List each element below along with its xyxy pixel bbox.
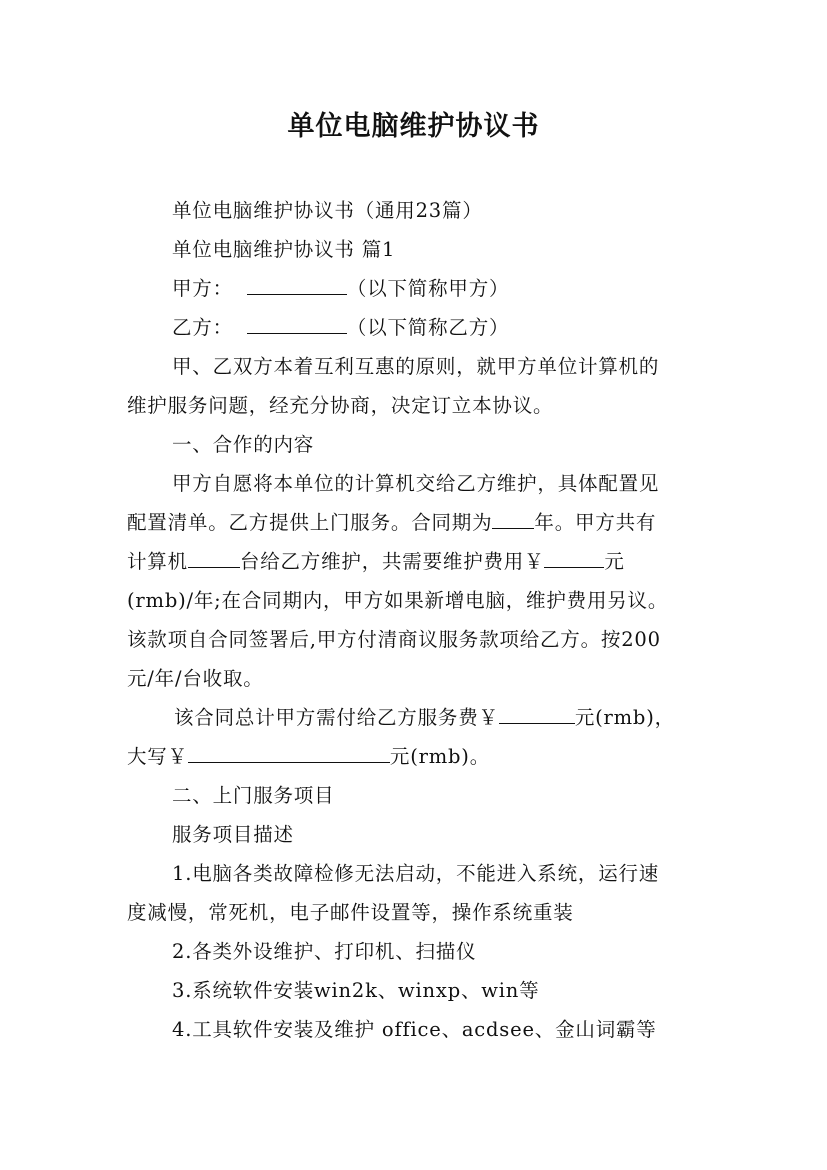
- party-a-blank: [247, 277, 347, 295]
- term-years-blank: [492, 511, 534, 529]
- party-a-suffix: （以下简称甲方）: [346, 277, 510, 300]
- party-b-suffix: （以下简称乙方）: [346, 316, 510, 339]
- document-title: 单位电脑维护协议书: [287, 111, 540, 142]
- text-fragment: 元(rmb)。: [389, 745, 491, 768]
- service-item-line: 1.电脑各类故障检修无法启动，不能进入系统，运行速: [172, 862, 660, 885]
- body-paragraph-line: 甲方自愿将本单位的计算机交给乙方维护，具体配置见: [172, 472, 660, 495]
- party-a-label: 甲方：: [172, 277, 233, 300]
- party-a-line: [172, 276, 509, 302]
- service-item-line: 4.工具软件安装及维护 office、acdsee、金山词霸等: [172, 1018, 657, 1041]
- service-item-line: 3.系统软件安装win2k、winxp、win等: [172, 979, 540, 1002]
- total-fee-blank: [499, 706, 575, 724]
- party-b-label: 乙方：: [172, 316, 233, 339]
- computer-count-blank: [188, 550, 240, 568]
- body-paragraph-line: 甲、乙双方本着互利互惠的原则，就甲方单位计算机的: [172, 355, 660, 378]
- total-fee-line: [174, 705, 675, 731]
- computer-count-line: [127, 549, 625, 575]
- text-fragment: 大写￥: [127, 745, 188, 768]
- text-fragment: 台给乙方维护，共需要维护费用￥: [239, 550, 545, 573]
- service-item-line: 2.各类外设维护、打印机、扫描仪: [172, 940, 477, 963]
- text-fragment: 该合同总计甲方需付给乙方服务费￥: [174, 706, 499, 729]
- fee-amount-blank: [544, 550, 604, 568]
- body-paragraph-line: 该款项自合同签署后,甲方付清商议服务款项给乙方。按200: [127, 628, 661, 651]
- contract-term-line: [127, 510, 656, 536]
- party-b-blank: [247, 316, 347, 334]
- service-description-heading: 服务项目描述: [172, 823, 294, 846]
- amount-in-words-line: [127, 744, 490, 770]
- body-paragraph-line: (rmb)/年;在合同期内，甲方如果新增电脑，维护费用另议。: [127, 589, 669, 612]
- body-paragraph-line: 维护服务问题，经充分协商，决定订立本协议。: [127, 394, 554, 417]
- amount-in-words-blank: [188, 745, 390, 763]
- subtitle-line: 单位电脑维护协议书（通用23篇）: [172, 199, 483, 222]
- text-fragment: 计算机: [127, 550, 188, 573]
- text-fragment: 元(rmb)，: [574, 706, 675, 729]
- text-fragment: 年。甲方共有: [534, 511, 657, 534]
- section-heading-part1: 单位电脑维护协议书 篇1: [172, 238, 396, 261]
- text-fragment: 配置清单。乙方提供上门服务。合同期为: [127, 511, 493, 534]
- section-heading-services: 二、上门服务项目: [172, 784, 335, 807]
- party-b-line: [172, 315, 509, 341]
- text-fragment: 元: [604, 550, 625, 573]
- service-item-line: 度减慢，常死机，电子邮件设置等，操作系统重装: [127, 901, 574, 924]
- section-heading-cooperation: 一、合作的内容: [172, 433, 315, 456]
- body-paragraph-line: 元/年/台收取。: [127, 667, 264, 690]
